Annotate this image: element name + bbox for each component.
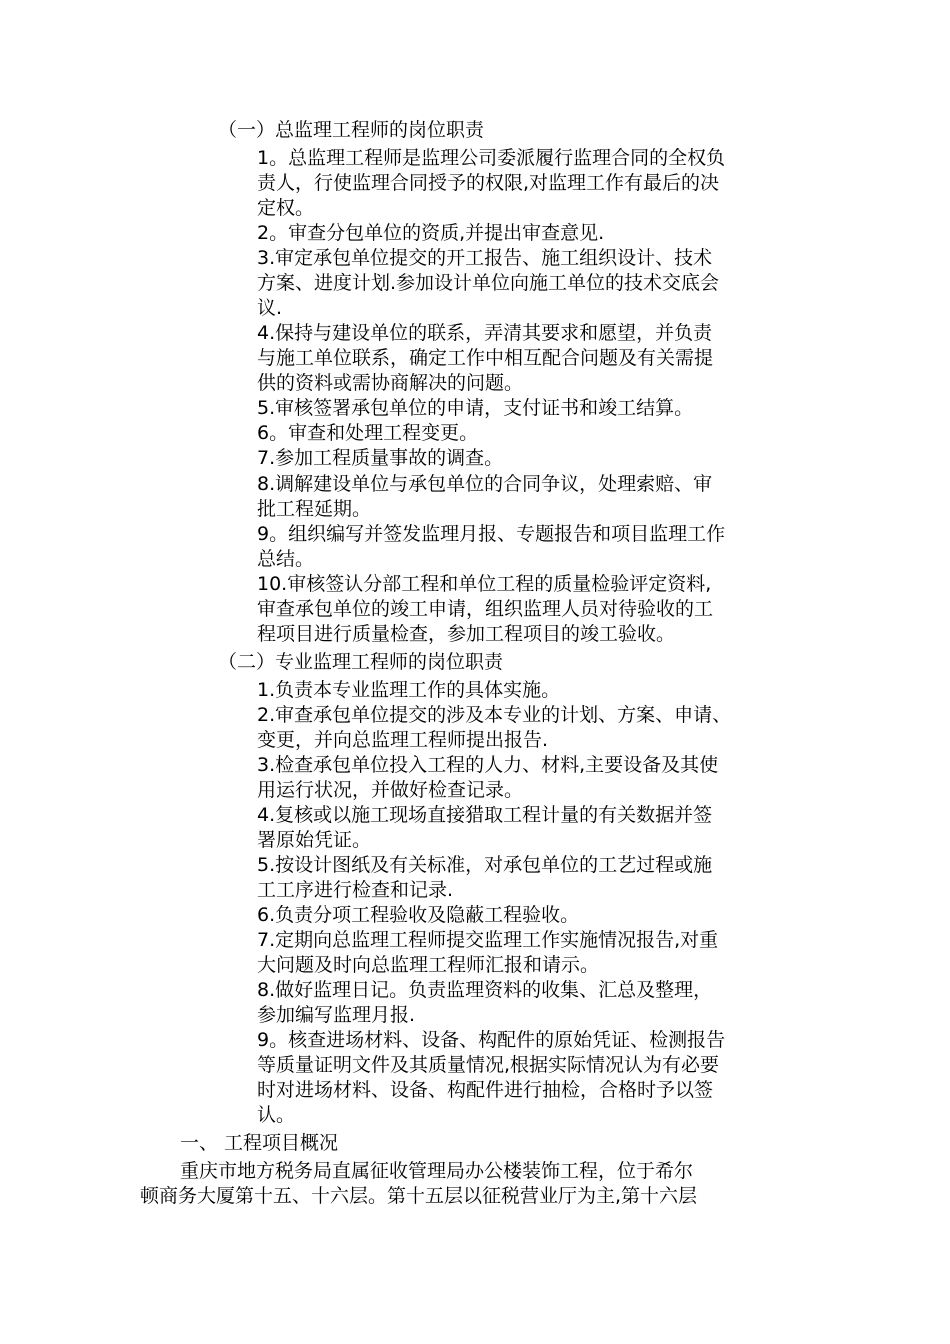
text-line: 批工程延期。 xyxy=(257,498,372,520)
text-line: 大问题及时向总监理工程师汇报和请示。 xyxy=(257,954,600,976)
text-line: 4.保持与建设单位的联系，弄清其要求和愿望，并负责 xyxy=(257,322,713,344)
text-line: 供的资料或需协商解决的问题。 xyxy=(257,372,524,394)
text-line: 10.审核签认分部工程和单位工程的质量检验评定资料, xyxy=(257,573,712,595)
text-line: 等质量证明文件及其质量情况,根据实际情况认为有必要 xyxy=(257,1054,720,1076)
text-line: 时对进场材料、设备、构配件进行抽检，合格时予以签 xyxy=(257,1079,714,1101)
text-line: 审查承包单位的竣工申请，组织监理人员对待验收的工 xyxy=(257,598,714,620)
text-line: 总结。 xyxy=(257,548,315,570)
text-line: 定权。 xyxy=(257,197,315,219)
text-line: 2。审查分包单位的资质,并提出审查意见. xyxy=(257,222,605,244)
text-line: 1.负责本专业监理工作的具体实施。 xyxy=(257,679,561,701)
text-line: 6.负责分项工程验收及隐蔽工程验收。 xyxy=(257,904,580,926)
paragraph-line: 顿商务大厦第十五、十六层。第十五层以征税营业厅为主,第十六层 xyxy=(140,1185,698,1207)
text-line: 议. xyxy=(257,297,283,319)
text-line: 3.检查承包单位投入工程的人力、材料,主要设备及其使 xyxy=(257,754,719,776)
section-heading-specialist-engineer: （二）专业监理工程师的岗位职责 xyxy=(218,651,504,673)
text-line: 与施工单位联系，确定工作中相互配合问题及有关需提 xyxy=(257,347,714,369)
text-line: 1。总监理工程师是监理公司委派履行监理合同的全权负 xyxy=(257,147,726,169)
text-line: 方案、进度计划.参加设计单位向施工单位的技术交底会 xyxy=(257,272,720,294)
text-line: 8.调解建设单位与承包单位的合同争议，处理索赔、审 xyxy=(257,473,713,495)
text-line: 9。组织编写并签发监理月报、专题报告和项目监理工作 xyxy=(257,523,726,545)
text-line: 4.复核或以施工现场直接猎取工程计量的有关数据并签 xyxy=(257,804,713,826)
section-heading-chief-engineer: （一）总监理工程师的岗位职责 xyxy=(218,119,485,141)
text-line: 7.定期向总监理工程师提交监理工作实施情况报告,对重 xyxy=(257,929,719,951)
text-line: 责人，行使监理合同授予的权限,对监理工作有最后的决 xyxy=(257,172,720,194)
text-line: 署原始凭证。 xyxy=(257,829,372,851)
text-line: 6。审查和处理工程变更。 xyxy=(257,422,479,444)
text-line: 5.审核签署承包单位的申请，支付证书和竣工结算。 xyxy=(257,397,694,419)
text-line: 7.参加工程质量事故的调查。 xyxy=(257,447,504,469)
text-line: 程项目进行质量检查，参加工程项目的竣工验收。 xyxy=(257,623,676,645)
text-line: 认。 xyxy=(257,1104,296,1126)
section-heading-project-overview: 一、 工程项目概况 xyxy=(180,1132,339,1154)
text-line: 用运行状况，并做好检查记录。 xyxy=(257,779,524,801)
text-line: 3.审定承包单位提交的开工报告、施工组织设计、技术 xyxy=(257,247,713,269)
text-line: 工工序进行检查和记录. xyxy=(257,879,454,901)
text-line: 变更，并向总监理工程师提出报告. xyxy=(257,729,549,751)
paragraph-line: 重庆市地方税务局直属征收管理局办公楼装饰工程，位于希尔 xyxy=(180,1160,694,1182)
text-line: 参加编写监理月报. xyxy=(257,1004,416,1026)
text-line: 5.按设计图纸及有关标准，对承包单位的工艺过程或施 xyxy=(257,854,713,876)
text-line: 8.做好监理日记。负责监理资料的收集、汇总及整理， xyxy=(257,979,713,1001)
text-line: 2.审查承包单位提交的涉及本专业的计划、方案、申请、 xyxy=(257,704,732,726)
text-line: 9。核查进场材料、设备、构配件的原始凭证、检测报告 xyxy=(257,1029,726,1051)
